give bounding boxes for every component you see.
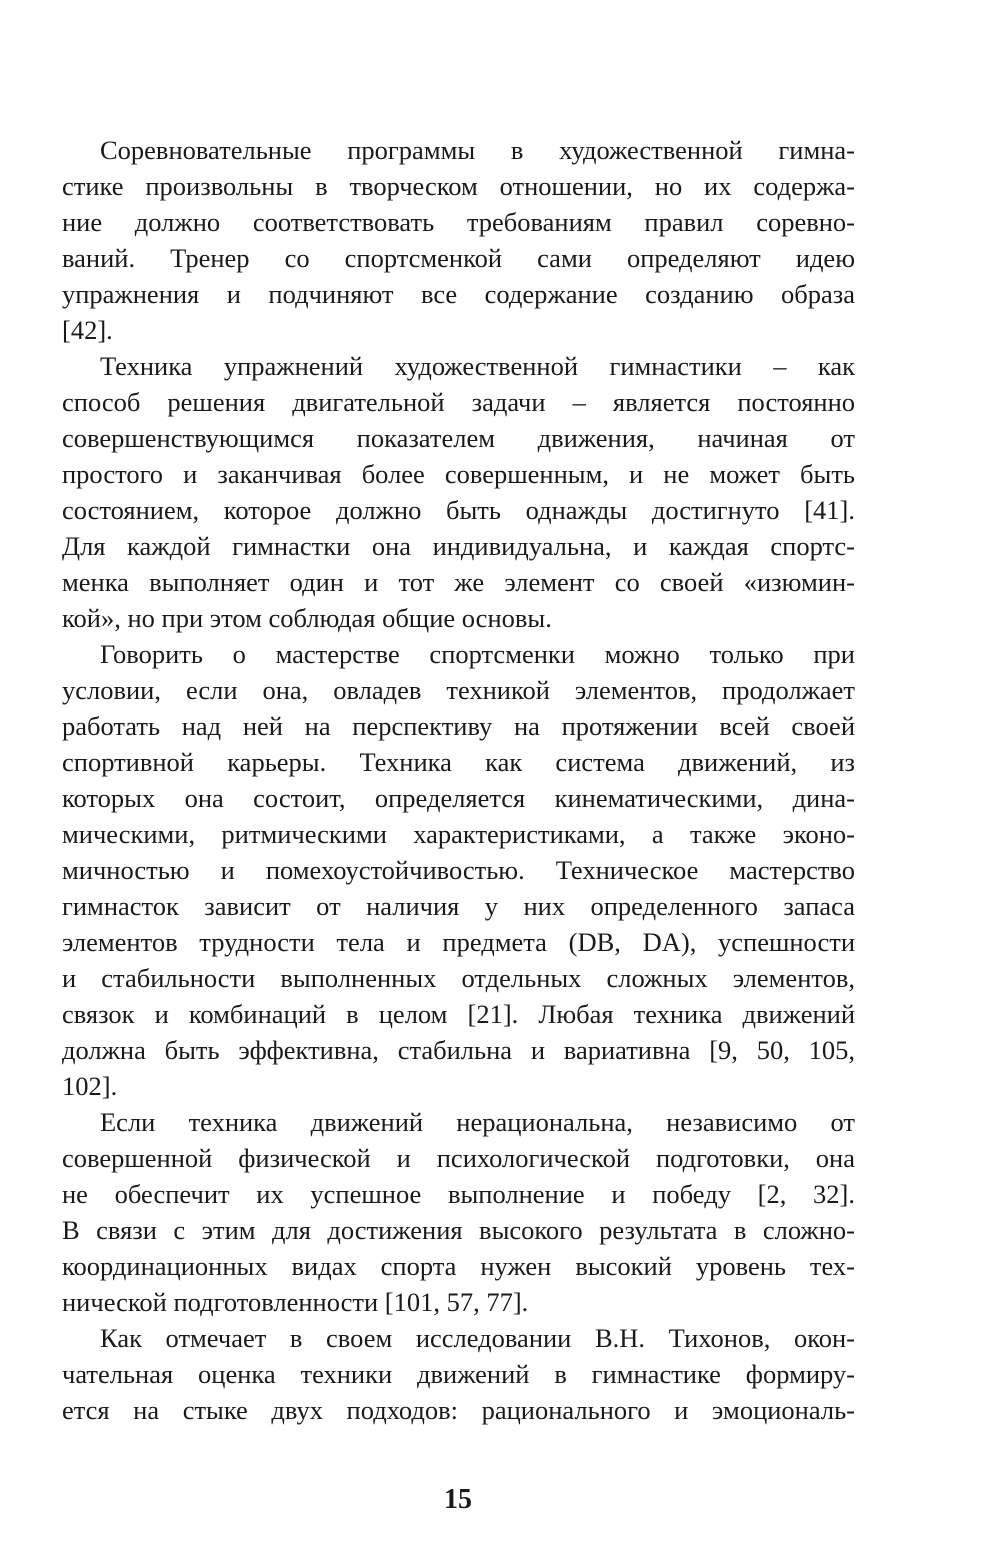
text-line: и стабильности выполненных отдельных сложных элементов, [62, 963, 855, 993]
text-line: совершенной физической и психологической подготовки, она [62, 1143, 855, 1173]
text-line: способ решения двигательной задачи – является постоянно [62, 387, 855, 417]
text-line: Для каждой гимнастки она индивидуальна, и каждая спортс- [62, 531, 855, 561]
text-line: Техника упражнений художественной гимнастики – как [100, 351, 855, 381]
text-line: ваний. Тренер со спортсменкой сами определяют идею [62, 243, 855, 273]
text-line: чательная оценка техники движений в гимнастике формиру- [62, 1359, 855, 1389]
text-line: гимнасток зависит от наличия у них определенного запаса [62, 891, 855, 921]
text-line: Соревновательные программы в художественной гимна- [100, 135, 855, 165]
text-line: координационных видах спорта нужен высокий уровень тех- [62, 1251, 855, 1281]
text-line: совершенствующимся показателем движения, начиная от [62, 423, 855, 453]
text-line: мическими, ритмическими характеристиками, а также эконо- [62, 819, 855, 849]
text-line: условии, если она, овладев техникой элементов, продолжает [62, 675, 855, 705]
text-line: элементов трудности тела и предмета (DB, DA), успешности [62, 927, 855, 957]
paragraph [62, 636, 855, 1104]
text-line: не обеспечит их успешное выполнение и победу [2, 32]. [62, 1179, 855, 1209]
text-line: простого и заканчивая более совершенным, и не может быть [62, 459, 855, 489]
paragraph [62, 1320, 855, 1428]
text-line: [42]. [62, 315, 113, 345]
text-line: ние должно соответствовать требованиям правил соревно- [62, 207, 855, 237]
text-line: упражнения и подчиняют все содержание созданию образа [62, 279, 855, 309]
paragraph [62, 1104, 855, 1320]
text-line: Как отмечает в своем исследовании В.Н. Тихонов, окон- [100, 1323, 855, 1353]
text-line: 102]. [62, 1071, 118, 1101]
text-line: должна быть эффективна, стабильна и вариативна [9, 50, 105, [62, 1035, 855, 1065]
paragraph [62, 132, 855, 348]
text-line: В связи с этим для достижения высокого результата в сложно- [62, 1215, 855, 1245]
text-line: спортивной карьеры. Техника как система движений, из [62, 747, 855, 777]
text-line: нической подготовленности [101, 57, 77]. [62, 1287, 529, 1317]
text-line: которых она состоит, определяется кинематическими, дина- [62, 783, 855, 813]
text-line: состоянием, которое должно быть однажды достигнуто [41]. [62, 495, 855, 525]
text-line: кой», но при этом соблюдая общие основы. [62, 603, 552, 633]
text-line: менка выполняет один и тот же элемент со своей «изюмин- [62, 567, 855, 597]
text-line: ется на стыке двух подходов: рационального и эмоциональ- [62, 1395, 855, 1425]
text-line: мичностью и помехоустойчивостью. Техническое мастерство [62, 855, 855, 885]
page-body [62, 132, 855, 1428]
text-line: работать над ней на перспективу на протяжении всей своей [62, 711, 855, 741]
text-line: Если техника движений нерациональна, независимо от [100, 1107, 855, 1137]
page-number: 15 [444, 1484, 472, 1515]
text-line: связок и комбинаций в целом [21]. Любая техника движений [62, 999, 855, 1029]
text-line: Говорить о мастерстве спортсменки можно только при [100, 639, 855, 669]
paragraph [62, 348, 855, 636]
text-line: стике произвольны в творческом отношении, но их содержа- [62, 171, 855, 201]
